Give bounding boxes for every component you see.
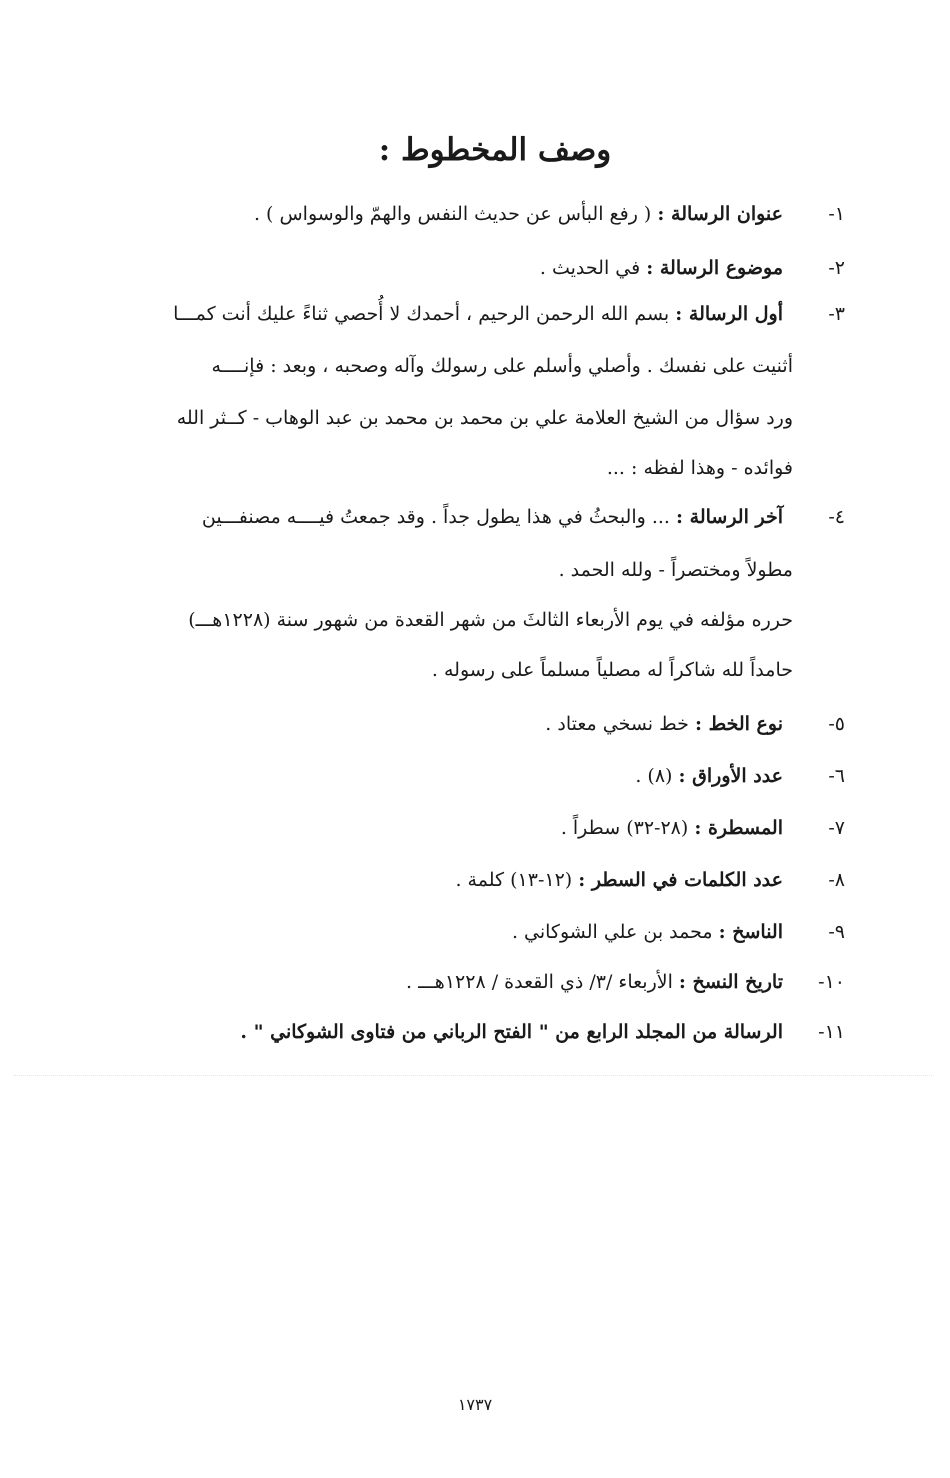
item-number: ٧-	[828, 817, 845, 839]
item-3-continuation-2: ورد سؤال من الشيخ العلامة علي بن محمد بن محمد بن عبد الوهاب - كــثر الله	[176, 407, 793, 429]
item-number: ١١-	[818, 1021, 845, 1043]
item-label: عدد الكلمات في السطر :	[578, 869, 783, 891]
item-text: الأربعاء /٣/ ذي القعدة / ١٢٢٨هـــ .	[406, 971, 679, 993]
item-content	[173, 300, 783, 328]
scan-artifact-line	[14, 1075, 934, 1077]
item-label: نوع الخط :	[694, 713, 783, 735]
item-content	[540, 254, 783, 282]
colophon-line-1: حرره مؤلفه في يوم الأربعاء الثالثَ من شهر القعدة من شهور سنة (١٢٢٨هـــ)	[188, 609, 793, 631]
item-number: ١٠-	[818, 971, 845, 993]
item-content	[254, 200, 783, 228]
item-content	[561, 814, 783, 842]
item-text: خط نسخي معتاد .	[545, 713, 695, 735]
item-content	[545, 710, 783, 738]
item-3-continuation-1: أثنيت على نفسك . وأصلي وأسلم على رسولك وآله وصحبه ، وبعد : فإنــــه	[211, 355, 793, 377]
item-number: ٤-	[828, 506, 845, 528]
item-label: تاريخ النسخ :	[678, 971, 783, 993]
item-text: محمد بن علي الشوكاني .	[511, 921, 719, 943]
item-label: الرسالة من المجلد الرابع من " الفتح الرباني من فتاوى الشوكاني " .	[240, 1021, 783, 1043]
item-label: الناسخ :	[718, 921, 783, 943]
item-label: أول الرسالة :	[675, 303, 783, 325]
item-3-continuation-3: فوائده - وهذا لفظه : ...	[606, 457, 793, 479]
item-number: ١-	[828, 203, 845, 225]
item-text: ... والبحثُ في هذا يطول جداً . وقد جمعتُ فيــــه مصنفـــين	[201, 506, 676, 528]
item-content	[202, 503, 783, 531]
item-label: عدد الأوراق :	[678, 765, 783, 787]
item-number: ٨-	[828, 869, 845, 891]
item-text: (٢٨-٣٢) سطراً .	[560, 817, 695, 839]
item-number: ٦-	[828, 765, 845, 787]
item-number: ٩-	[828, 921, 845, 943]
item-number: ٢-	[828, 257, 845, 279]
item-label: آخر الرسالة :	[676, 506, 783, 528]
item-text: بسم الله الرحمن الرحيم ، أحمدك لا أُحصي ثناءً عليك أنت كمـــا	[173, 303, 676, 325]
item-content	[635, 762, 783, 790]
item-number: ٥-	[828, 713, 845, 735]
item-text: (٨) .	[635, 765, 679, 787]
item-label: المسطرة :	[694, 817, 783, 839]
page-title: وصف المخطوط :	[378, 132, 612, 168]
item-text: ( رفع البأس عن حديث النفس والهمّ والوسواس ) .	[253, 203, 658, 225]
item-content	[240, 1018, 783, 1046]
item-4-continuation: مطولاً ومختصراً - ولله الحمد .	[558, 559, 793, 581]
item-content	[406, 968, 783, 996]
page-number: ١٧٣٧	[457, 1395, 493, 1414]
item-label: موضوع الرسالة :	[646, 257, 783, 279]
item-number: ٣-	[828, 303, 845, 325]
item-content	[455, 866, 783, 894]
item-text: في الحديث .	[539, 257, 647, 279]
item-text: (١٢-١٣) كلمة .	[455, 869, 579, 891]
item-content	[512, 918, 783, 946]
colophon-line-2: حامداً لله شاكراً له مصلياً مسلماً على رسوله .	[431, 659, 793, 681]
item-label: عنوان الرسالة :	[657, 203, 783, 225]
